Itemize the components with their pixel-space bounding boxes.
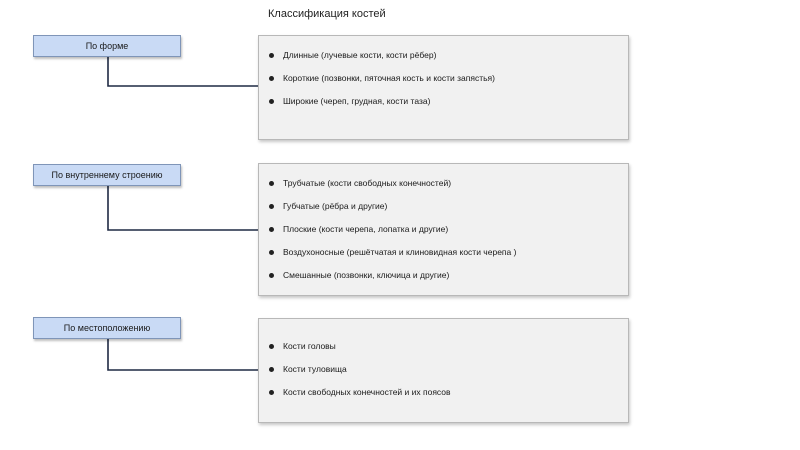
- bullet-icon: [269, 76, 274, 81]
- list-item-text: Воздухоносные (решётчатая и клиновидная кости черепа ): [283, 247, 517, 257]
- list-item-text: Кости головы: [283, 341, 336, 351]
- list-item-text: Широкие (череп, грудная, кости таза): [283, 96, 431, 106]
- list-item: [269, 247, 628, 258]
- category-by-location: По местоположению: [33, 317, 181, 339]
- list-item-text: Кости свободных конечностей и их поясов: [283, 387, 451, 397]
- bullet-icon: [269, 367, 274, 372]
- list-item: [269, 364, 628, 375]
- list-item: [269, 387, 628, 398]
- bullet-icon: [269, 250, 274, 255]
- list-item: [269, 201, 628, 212]
- list-item-text: Короткие (позвонки, пяточная кость и кости запястья): [283, 73, 495, 83]
- panel-by-structure: [258, 163, 629, 296]
- list-item: [269, 73, 628, 84]
- category-by-shape: По форме: [33, 35, 181, 57]
- connector-structure: [108, 186, 258, 230]
- panel-by-shape: [258, 35, 629, 140]
- bullet-icon: [269, 390, 274, 395]
- connector-location: [108, 339, 258, 370]
- bullet-icon: [269, 99, 274, 104]
- list-item: [269, 224, 628, 235]
- bullet-icon: [269, 344, 274, 349]
- bullet-icon: [269, 227, 274, 232]
- diagram-title: Классификация костей: [268, 8, 386, 20]
- category-by-structure: По внутреннему строению: [33, 164, 181, 186]
- list-item-text: Смешанные (позвонки, ключица и другие): [283, 270, 450, 280]
- list-item: [269, 178, 628, 189]
- list-item: [269, 50, 628, 61]
- list-item-text: Длинные (лучевые кости, кости рёбер): [283, 50, 437, 60]
- list-item: [269, 270, 628, 281]
- list-item: [269, 341, 628, 352]
- bullet-icon: [269, 53, 274, 58]
- connector-shape: [108, 57, 258, 86]
- bullet-icon: [269, 273, 274, 278]
- bullet-icon: [269, 181, 274, 186]
- list-item-text: Плоские (кости черепа, лопатка и другие): [283, 224, 449, 234]
- bullet-icon: [269, 204, 274, 209]
- list-item-text: Губчатые (рёбра и другие): [283, 201, 388, 211]
- panel-by-location: [258, 318, 629, 423]
- list-item: [269, 96, 628, 107]
- list-item-text: Трубчатые (кости свободных конечностей): [283, 178, 452, 188]
- list-item-text: Кости туловища: [283, 364, 347, 374]
